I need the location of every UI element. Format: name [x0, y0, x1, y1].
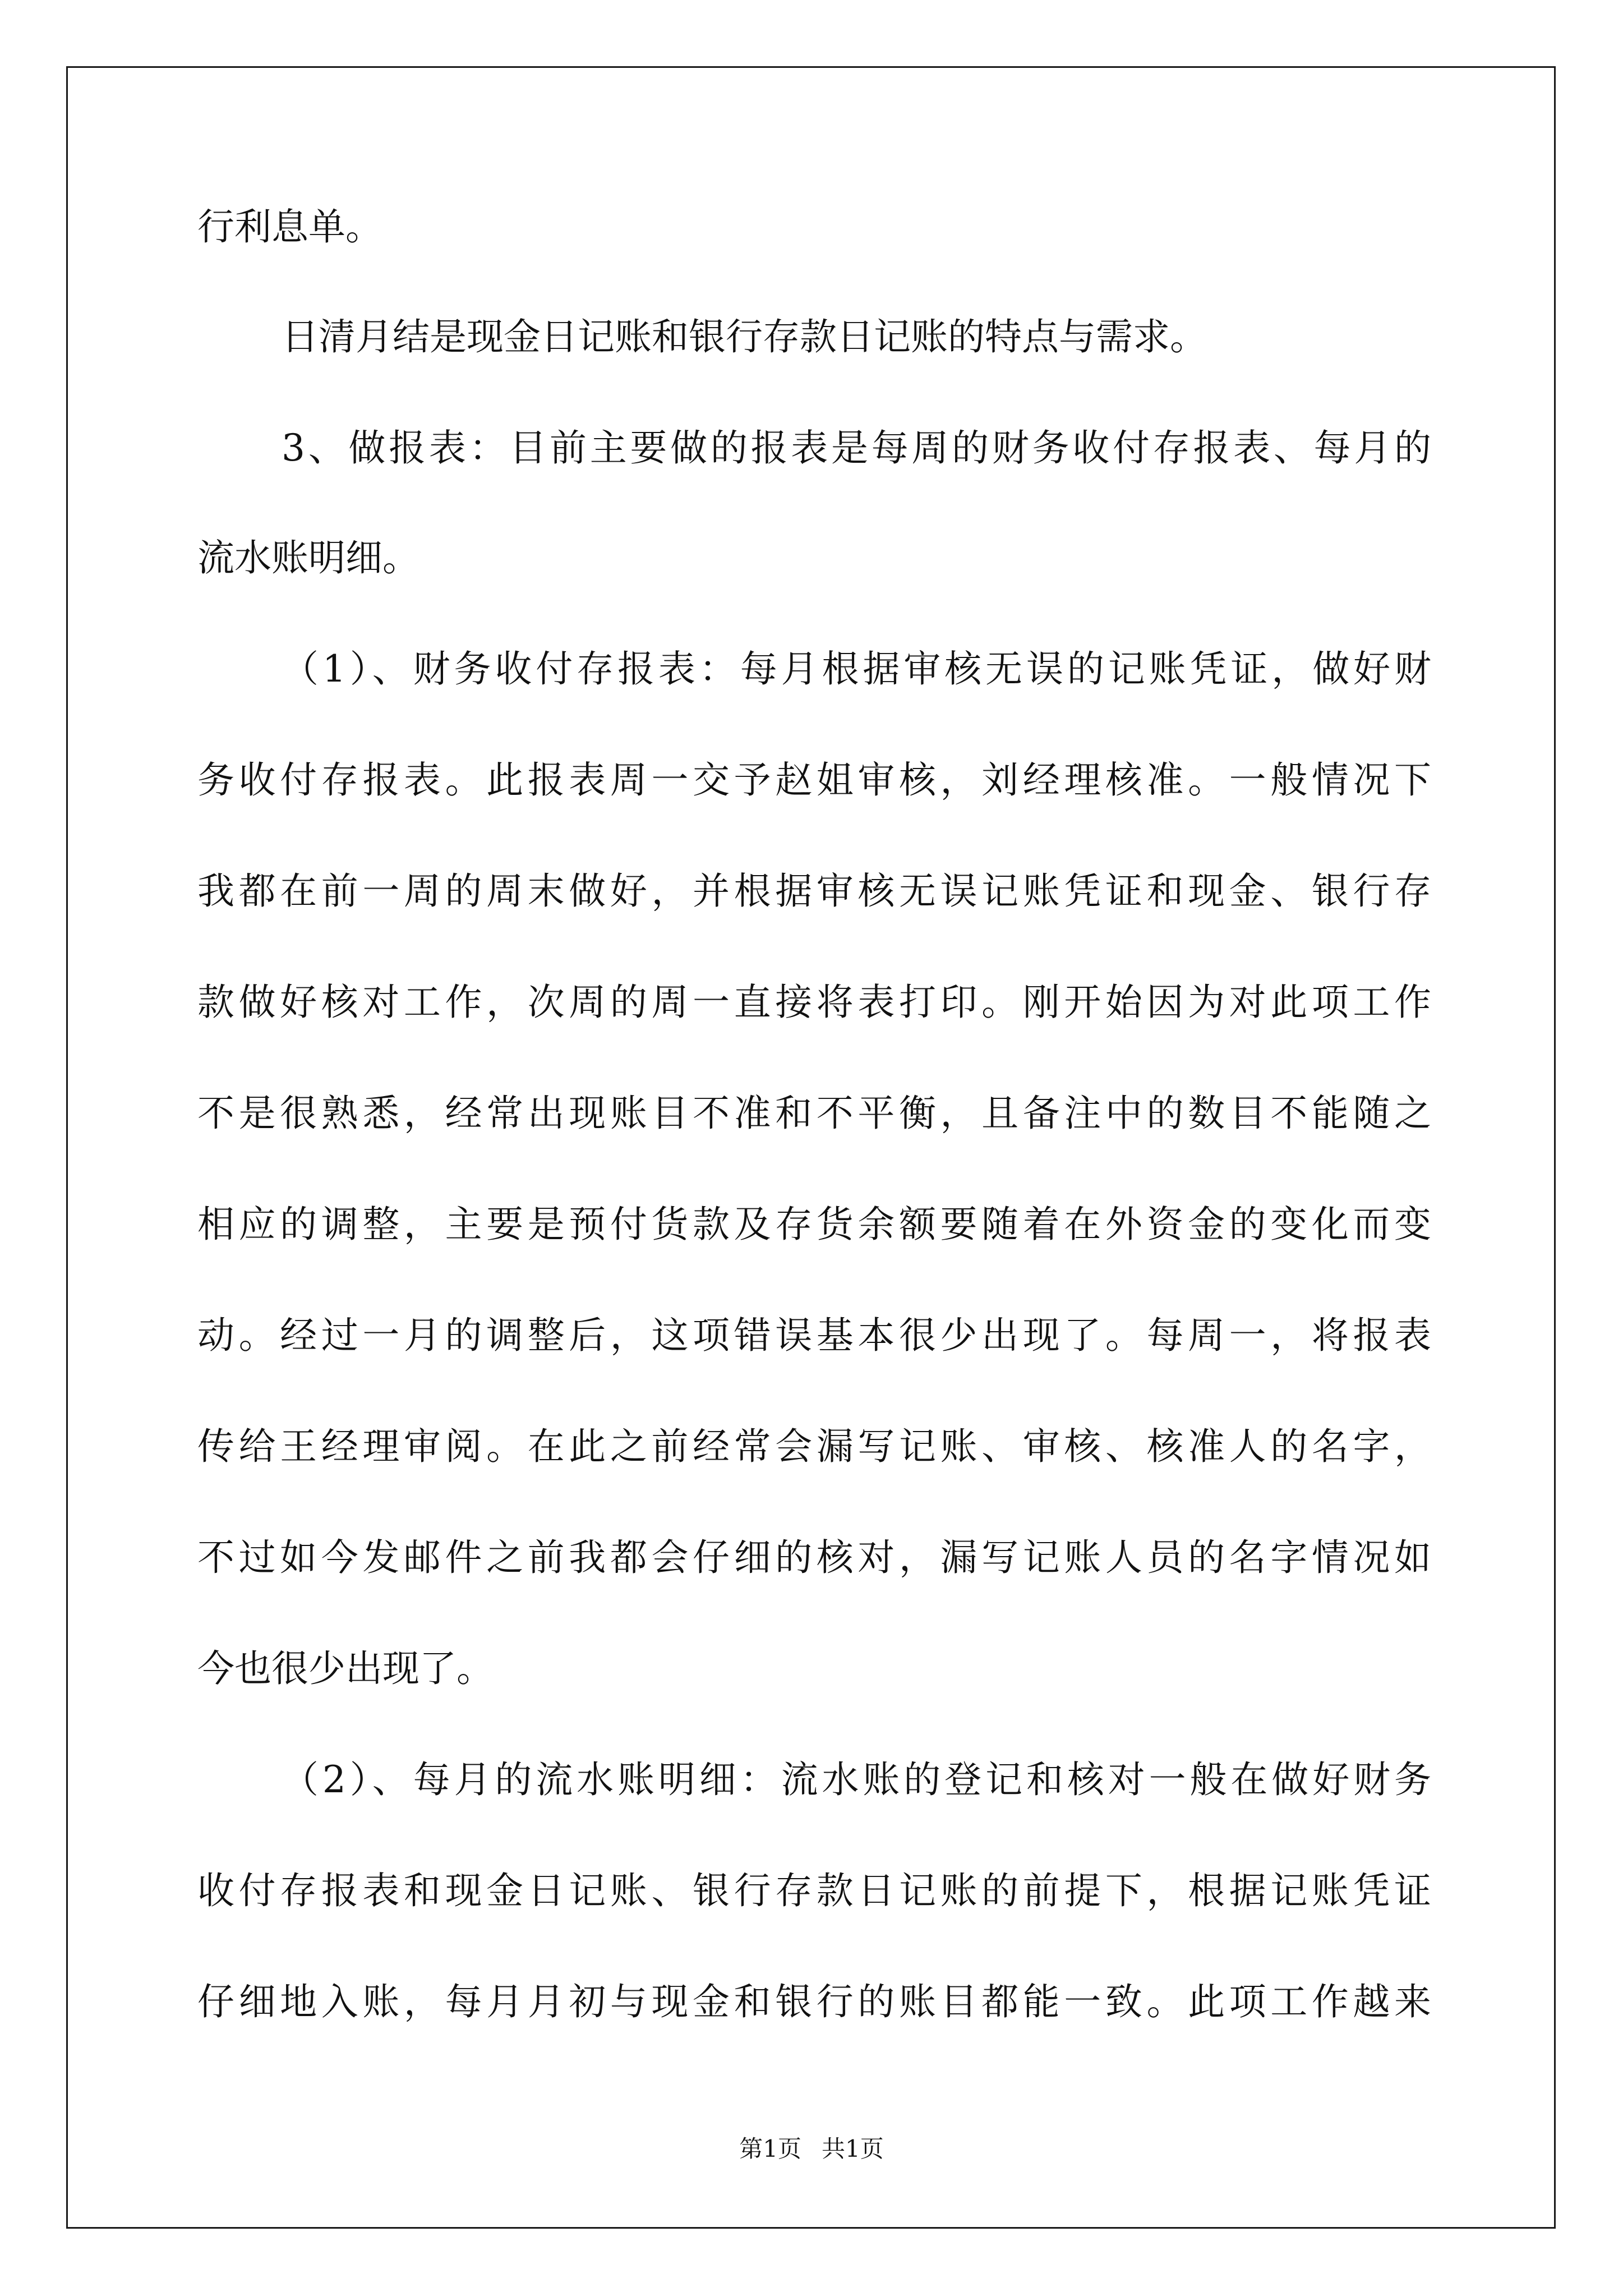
text-line: 务收付存报表。此报表周一交予赵姐审核，刘经理核准。一般情况下: [197, 758, 1431, 802]
text-line: 3、做报表：目前主要做的报表是每周的财务收付存报表、每月的: [282, 426, 1431, 470]
text-line: 款做好核对工作，次周的周一直接将表打印。刚开始因为对此项工作: [197, 981, 1431, 1024]
text-line: 行利息单。: [197, 205, 382, 249]
text-line: 传给王经理审阅。在此之前经常会漏写记账、审核、核准人的名字，: [197, 1425, 1431, 1468]
text-line: （1）、财务收付存报表：每月根据审核无误的记账凭证，做好财: [282, 647, 1431, 691]
text-line: 不是很熟悉，经常出现账目不准和不平衡，且备注中的数目不能随之: [197, 1092, 1431, 1135]
text-line: 不过如今发邮件之前我都会仔细的核对，漏写记账人员的名字情况如: [197, 1536, 1431, 1579]
text-line: 相应的调整，主要是预付货款及存货余额要随着在外资金的变化而变: [197, 1203, 1431, 1246]
page-footer: [0, 2131, 1623, 2164]
page-number: 第1页: [739, 2135, 801, 2162]
text-line: 我都在前一周的周末做好，并根据审核无误记账凭证和现金、银行存: [197, 869, 1431, 913]
text-line: 收付存报表和现金日记账、银行存款日记账的前提下，根据记账凭证: [197, 1869, 1431, 1912]
text-line: （2）、每月的流水账明细：流水账的登记和核对一般在做好财务: [282, 1758, 1431, 1801]
text-line: 仔细地入账，每月月初与现金和银行的账目都能一致。此项工作越来: [197, 1980, 1431, 2023]
text-line: 流水账明细。: [197, 536, 419, 579]
page-total: 共1页: [822, 2135, 884, 2162]
text-line: 日清月结是现金日记账和银行存款日记账的特点与需求。: [282, 315, 1207, 358]
text-line: 今也很少出现了。: [197, 1647, 494, 1690]
text-line: 动。经过一月的调整后，这项错误基本很少出现了。每周一，将报表: [197, 1314, 1431, 1357]
